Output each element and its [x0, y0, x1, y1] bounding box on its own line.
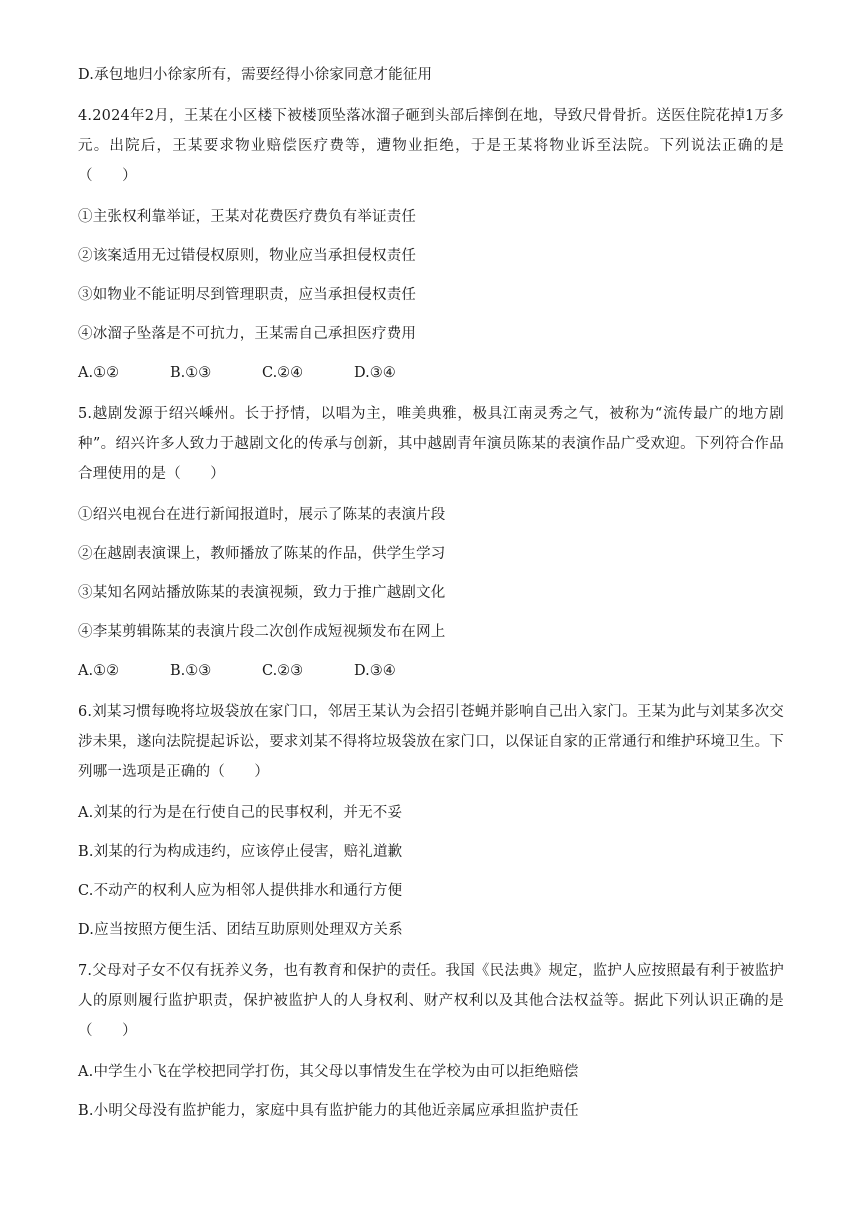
q4-statement-3: ③如物业不能证明尽到管理职责，应当承担侵权责任 [78, 287, 417, 303]
exam-page [78, 62, 784, 1124]
q5-statement-2: ②在越剧表演课上，教师播放了陈某的作品，供学生学习 [78, 546, 446, 562]
q4-options [78, 360, 784, 386]
q4-option-a: A.①② [78, 365, 120, 381]
q5-option-d: D.③④ [354, 663, 396, 679]
q6-option-d: D.应当按照方便生活、团结互助原则处理双方关系 [78, 922, 403, 938]
q5-stem: 5.越剧发源于绍兴嵊州。长于抒情，以唱为主，唯美典雅，极具江南灵秀之气，被称为“流传最广的地方剧种”。绍兴许多人致力于越剧文化的传承与创新，其中越剧青年演员陈某的表演作品广受欢迎。下列符合作品合理使用的是（ ） [78, 406, 784, 482]
q5-statement-3: ③某知名网站播放陈某的表演视频，致力于推广越剧文化 [78, 585, 446, 601]
q3-option-d: D.承包地归小徐家所有，需要经得小徐家同意才能征用 [78, 67, 433, 83]
q5-options [78, 658, 784, 684]
q6-stem: 6.刘某习惯每晚将垃圾袋放在家门口，邻居王某认为会招引苍蝇并影响自己出入家门。王某为此与刘某多次交涉未果，遂向法院提起诉讼，要求刘某不得将垃圾袋放在家门口，以保证自家的正常通行和维护环境卫生。下列哪一选项是正确的（ ） [78, 704, 784, 780]
q4-option-d: D.③④ [354, 365, 396, 381]
q5-option-c: C.②③ [262, 663, 304, 679]
q7-option-b: B.小明父母没有监护能力，家庭中具有监护能力的其他近亲属应承担监护责任 [78, 1103, 579, 1119]
q4-statement-4: ④冰溜子坠落是不可抗力，王某需自己承担医疗费用 [78, 326, 417, 342]
q5-statement-4: ④李某剪辑陈某的表演片段二次创作成短视频发布在网上 [78, 624, 446, 640]
q4-option-c: C.②④ [262, 365, 304, 381]
q6-option-a: A.刘某的行为是在行使自己的民事权利，并无不妥 [78, 805, 403, 821]
q4-statement-1: ①主张权利靠举证，王某对花费医疗费负有举证责任 [78, 209, 417, 225]
q4-option-b: B.①③ [170, 365, 212, 381]
q6-option-b: B.刘某的行为构成违约，应该停止侵害，赔礼道歉 [78, 844, 403, 860]
q5-option-a: A.①② [78, 663, 120, 679]
q4-stem: 4.2024年2月，王某在小区楼下被楼顶坠落冰溜子砸到头部后摔倒在地，导致尺骨骨折。送医住院花掉1万多元。出院后，王某要求物业赔偿医疗费等，遭物业拒绝，于是王某将物业诉至法院。下列说法正确的是（ ） [78, 108, 784, 184]
q7-option-a: A.中学生小飞在学校把同学打伤，其父母以事情发生在学校为由可以拒绝赔偿 [78, 1064, 579, 1080]
q5-statement-1: ①绍兴电视台在进行新闻报道时，展示了陈某的表演片段 [78, 507, 446, 523]
q4-statement-2: ②该案适用无过错侵权原则，物业应当承担侵权责任 [78, 248, 417, 264]
q6-option-c: C.不动产的权利人应为相邻人提供排水和通行方便 [78, 883, 403, 899]
q5-option-b: B.①③ [170, 663, 212, 679]
q7-stem: 7.父母对子女不仅有抚养义务，也有教育和保护的责任。我国《民法典》规定，监护人应按照最有利于被监护人的原则履行监护职责，保护被监护人的人身权利、财产权利以及其他合法权益等。据此下列认识正确的是（ ） [78, 963, 784, 1039]
